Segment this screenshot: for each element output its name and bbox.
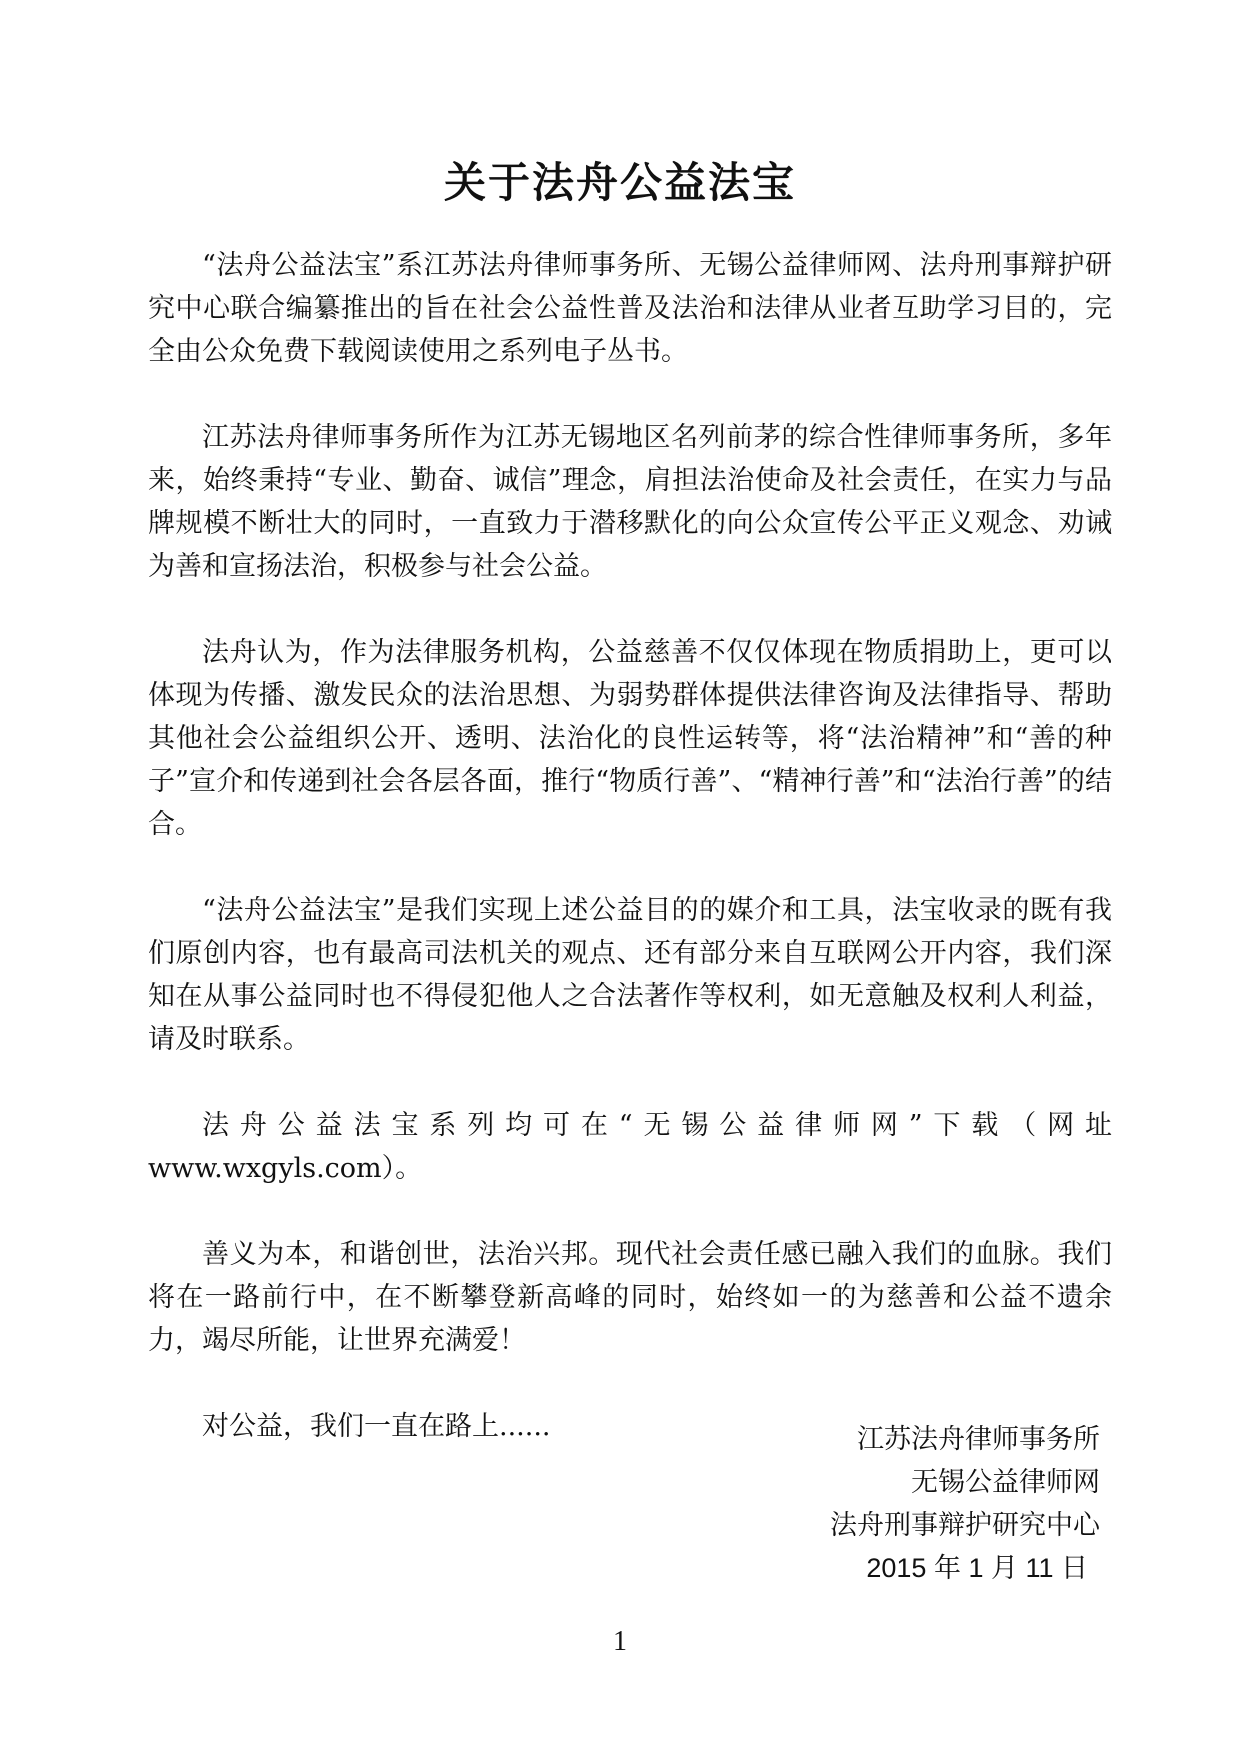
- paragraph-copyright: “法舟公益法宝”是我们实现上述公益目的的媒介和工具，法宝收录的既有我们原创内容，也有最高司法机关的观点、还有部分来自互联网公开内容，我们深知在从事公益同时也不得侵犯他人之合法著作等权利，如无意触及权利人利益，请及时联系。: [148, 895, 1112, 1055]
- signature-org-law-firm: 江苏法舟律师事务所: [857, 1424, 1100, 1455]
- document-title: 关于法舟公益法宝: [443, 158, 796, 207]
- signature-date: 2015 年 1 月 11 日: [866, 1553, 1088, 1583]
- paragraph-mission: 善义为本，和谐创世，法治兴邦。现代社会责任感已融入我们的血脉。我们将在一路前行中，在不断攀登新高峰的同时，始终如一的为慈善和公益不遗余力，竭尽所能，让世界充满爱！: [148, 1239, 1112, 1356]
- document-body: [148, 244, 1112, 1491]
- paragraph-firm: 江苏法舟律师事务所作为江苏无锡地区名列前茅的综合性律师事务所，多年来，始终秉持“专业、勤奋、诚信”理念，肩担法治使命及社会责任，在实力与品牌规模不断壮大的同时，一直致力于潜移默化的向公众宣传公平正义观念、劝诫为善和宣扬法治，积极参与社会公益。: [148, 422, 1112, 582]
- paragraph-philosophy: 法舟认为，作为法律服务机构，公益慈善不仅仅体现在物质捐助上，更可以体现为传播、激发民众的法治思想、为弱势群体提供法律咨询及法律指导、帮助其他社会公益组织公开、透明、法治化的良性运转等，将“法治精神”和“善的种子”宣介和传递到社会各层各面，推行“物质行善”、“精神行善”和“法治行善”的结合。: [148, 637, 1112, 840]
- page-number: 1: [613, 1626, 627, 1657]
- signature-org-research-center: 法舟刑事辩护研究中心: [830, 1510, 1100, 1541]
- signature-org-website: 无锡公益律师网: [911, 1467, 1100, 1498]
- signature-block: [830, 1418, 1100, 1590]
- paragraph-download: 法舟公益法宝系列均可在“无锡公益律师网”下载（网址www.wxgyls.com）。: [148, 1110, 1112, 1184]
- paragraph-closing: 对公益，我们一直在路上......: [202, 1411, 551, 1442]
- paragraph-intro: “法舟公益法宝”系江苏法舟律师事务所、无锡公益律师网、法舟刑事辩护研究中心联合编纂推出的旨在社会公益性普及法治和法律从业者互助学习目的，完全由公众免费下载阅读使用之系列电子丛书。: [148, 250, 1112, 367]
